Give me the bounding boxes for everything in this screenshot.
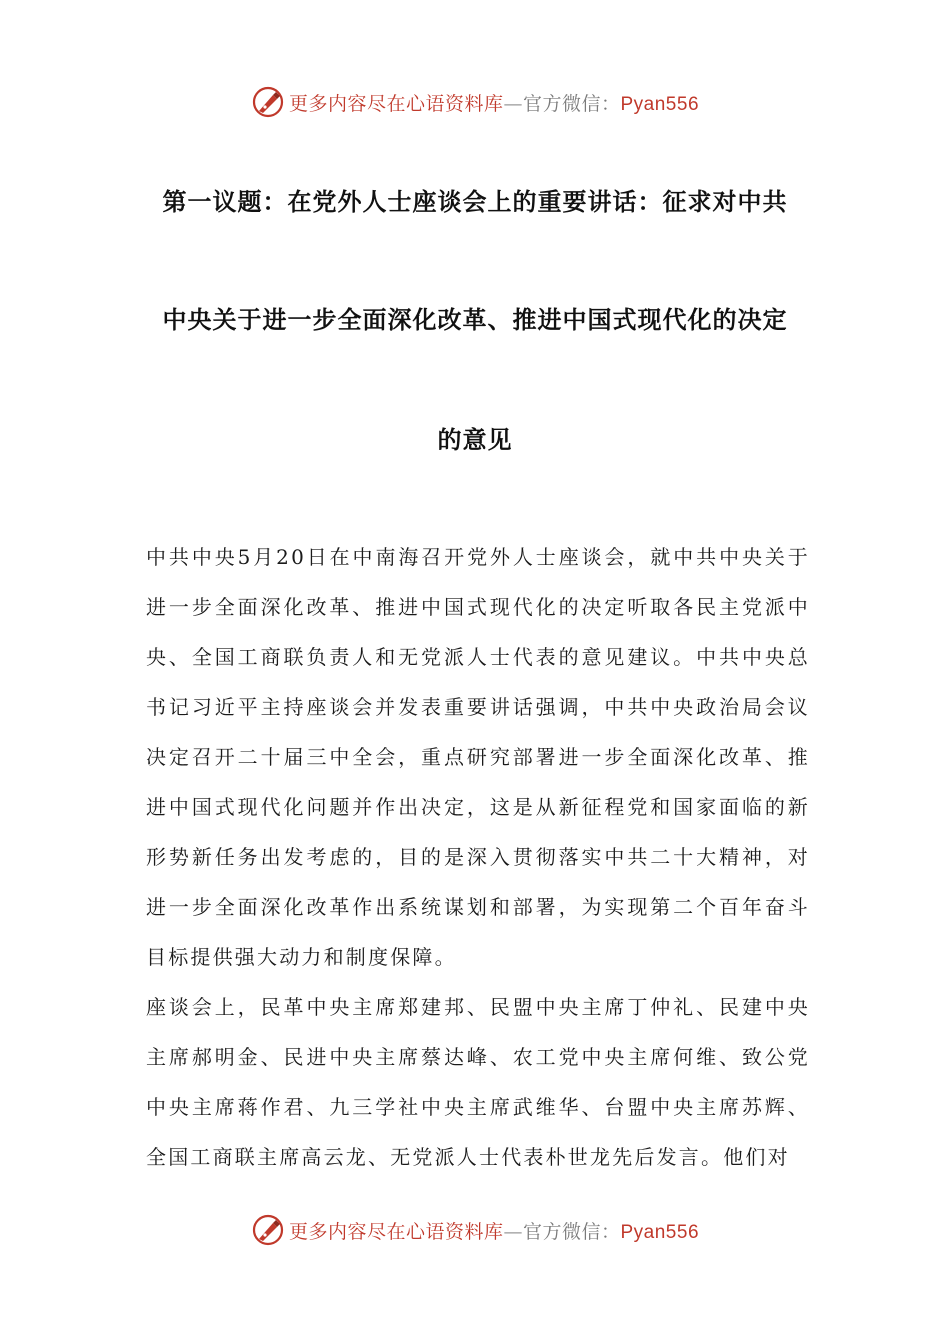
document-title-line-1: 第一议题：在党外人士座谈会上的重要讲话：征求对中共 bbox=[162, 187, 788, 216]
footer-banner-text bbox=[289, 1217, 699, 1244]
footer-banner-dash: — bbox=[503, 1220, 523, 1243]
footer-banner-main: 更多内容尽在心语资料库 bbox=[288, 1220, 504, 1243]
body-paragraph-1: 中共中央5月20日在中南海召开党外人士座谈会，就中共中央关于进一步全面深化改革、推进中国式现代化的决定听取各民主党派中央、全国工商联负责人和无党派人士代表的意见建议。中共中央总书记习近平主持座谈会并发表重要讲话强调，中共中央政治局会议决定召开二十届三中全会，重点研究部署进一步全面深化改革、推进中国式现代化问题并作出决定，这是从新征程党和国家面临的新形势新任务出发考虑的，目的是深入贯彻落实中共二十大精神，对进一步全面深化改革作出系统谋划和部署，为实现第二个百年奋斗目标提供强大动力和制度保障。 bbox=[146, 545, 810, 969]
pen-nib-logo-icon bbox=[251, 85, 285, 119]
header-banner-wechat-label: 官方微信： bbox=[522, 92, 621, 115]
document-body bbox=[146, 532, 810, 1182]
document-title-line-2: 中央关于进一步全面深化改革、推进中国式现代化的决定 bbox=[162, 305, 788, 334]
header-banner-text bbox=[289, 89, 699, 116]
body-paragraph-2: 座谈会上，民革中央主席郑建邦、民盟中央主席丁仲礼、民建中央主席郝明金、民进中央主席蔡达峰、农工党中央主席何维、致公党中央主席蒋作君、九三学社中央主席武维华、台盟中央主席苏辉、全国工商联主席高云龙、无党派人士代表朴世龙先后发言。他们对 bbox=[146, 995, 810, 1169]
pen-nib-logo-icon bbox=[251, 1213, 285, 1247]
header-banner-main: 更多内容尽在心语资料库 bbox=[288, 92, 504, 115]
header-banner-dash: — bbox=[503, 92, 523, 115]
footer-banner-wechat-id: Pyan556 bbox=[620, 1221, 700, 1243]
document-title-line-3: 的意见 bbox=[437, 425, 513, 454]
header-banner bbox=[0, 82, 950, 122]
footer-banner bbox=[0, 1210, 950, 1250]
footer-banner-wechat-label: 官方微信： bbox=[522, 1220, 621, 1243]
header-banner-wechat-id: Pyan556 bbox=[620, 93, 700, 115]
